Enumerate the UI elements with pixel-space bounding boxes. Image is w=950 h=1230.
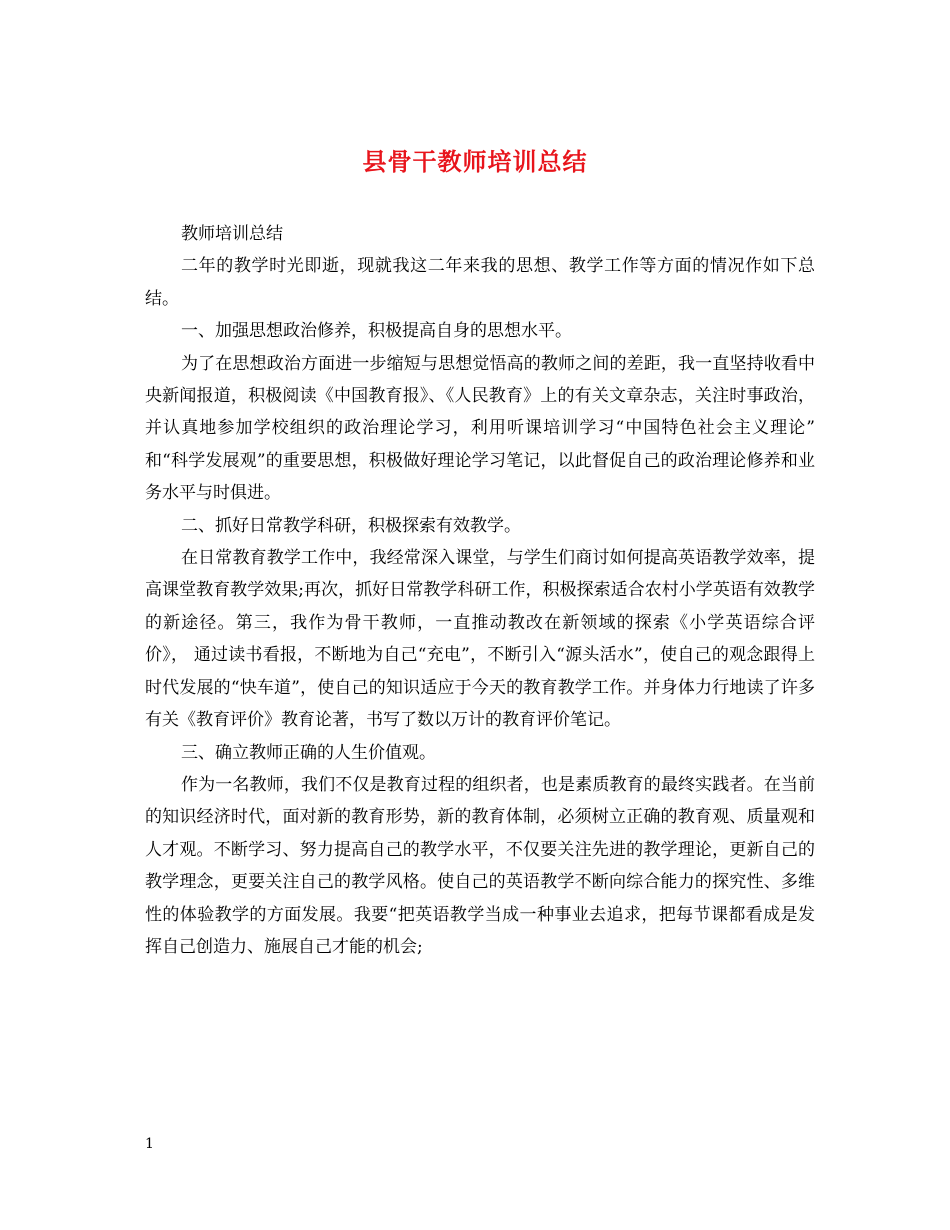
page-number: 1 [145, 1136, 154, 1152]
paragraph-section-1: 为了在思想政治方面进一步缩短与思想觉悟高的教师之间的差距，我一直坚持收看中央新闻报道，积极阅读《中国教育报》、《人民教育》上的有关文章杂志，关注时事政治，并认真地参加学校组织的政治理论学习，利用听课培训学习“中国特色社会主义理论” 和“科学发展观”的重要思想，积极做好理论学习笔记，以此督促自己的政治理论修养和业务水平与时俱进。 [145, 353, 815, 504]
paragraph-section-2: 在日常教育教学工作中，我经常深入课堂，与学生们商讨如何提高英语教学效率，提高课堂教育教学效果;再次，抓好日常教学科研工作，积极探索适合农村小学英语有效教学的新途径。第三，我作为骨干教师，一直推动教改在新领域的探索《小学英语综合评价》， 通过读书看报，不断地为自己“充电”，不断引入“源头活水”，使自己的观念跟得上时代发展的“快车道”，使自己的知识适应于今天的教育教学工作。并身体力行地读了许多有关《教育评价》教育论著，书写了数以万计的教育评价笔记。 [145, 548, 815, 731]
section-heading-1: 一、加强思想政治修养，积极提高自身的思想水平。 [181, 321, 572, 342]
section-heading-2: 二、抓好日常教学科研，积极探索有效教学。 [181, 515, 521, 536]
section-heading-3: 三、确立教师正确的人生价值观。 [181, 742, 436, 763]
paragraph-intro: 二年的教学时光即逝，现就我这二年来我的思想、教学工作等方面的情况作如下总结。 [145, 256, 815, 309]
paragraph-heading: 教师培训总结 [181, 224, 283, 244]
paragraph-section-3: 作为一名教师，我们不仅是教育过程的组织者，也是素质教育的最终实践者。在当前的知识经济时代，面对新的教育形势，新的教育体制，必须树立正确的教育观、质量观和人才观。不断学习、努力提高自己的教学水平，不仅要关注先进的教学理论，更新自己的教学理念，更要关注自己的教学风格。使自己的英语教学不断向综合能力的探究性、多维性的体验教学的方面发展。我要“把英语教学当成一种事业去追求，把每节课都看成是发挥自己创造力、施展自己才能的机会; [145, 774, 815, 957]
document-body [145, 218, 815, 963]
document-title: 县骨干教师培训总结 [362, 147, 588, 176]
